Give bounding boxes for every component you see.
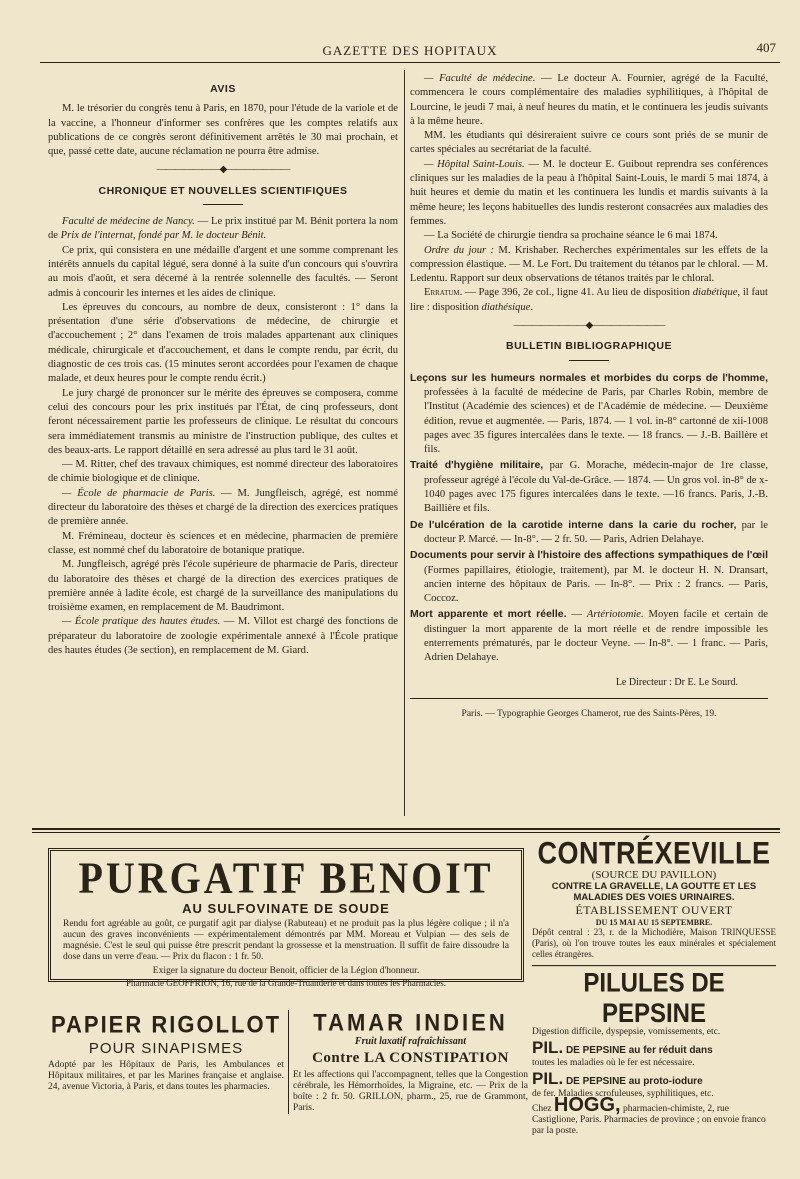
printer-line: Paris. — Typographie Georges Chamerot, rue des Saints-Pères, 19.: [410, 698, 768, 721]
ad-body: Rendu fort agréable au goût, ce purgatif agit par dialyse (Rabuteau) et ne produit pas la plus légère colique ; il n'a aucun des graves inconvénients — expérimentalement démontrés par MM. Moreau et Vulpian — des sels de magnésie. C'est le seul qui puisse être prescrit pendant la grossesse et la menstruation. Il suffit de faire dissoudre la dose dans un verre d'eau. — Prix du flacon : 1 fr. 50.: [63, 919, 509, 962]
paragraph-hautes-etudes: [48, 615, 398, 658]
biblio-item-title: Traité d'hygiène militaire,: [410, 459, 544, 472]
avis-text: M. le trésorier du congrès tenu à Paris, en 1870, pour l'étude de la variole et de la vaccine, a l'honneur d'informer ses confrères que les comptes relatifs aux publications de ce congrès seront définitivement arrêtés le 30 mai prochain, et que, passé cette date, aucune réclamation ne pourra être admise.: [48, 103, 398, 158]
ad-line: toutes les maladies où le fer est nécessaire.: [532, 1058, 695, 1068]
ad-subtitle: Fruit laxatif rafraîchissant: [354, 1036, 467, 1047]
paragraph-pharmacie: [48, 487, 398, 530]
ad-line: Digestion difficile, dyspepsie, vomissements, etc.: [532, 1027, 721, 1037]
biblio-item-italic: Artériotomie.: [586, 609, 644, 621]
paragraph-italic: diathésique: [481, 301, 531, 313]
ad-title: TAMAR INDIEN: [313, 1008, 508, 1037]
ad-title: CONTRÉXEVILLE: [537, 835, 771, 871]
ad-body: Adopté par les Hôpitaux de Paris, les Ambulances et Hôpitaux militaires, et par les Marines française et anglaise. 24, avenue Victoria, à Paris, et dans toutes les pharmacies.: [48, 1060, 284, 1092]
paragraph-italic: diabétique: [692, 287, 738, 299]
paragraph-text: M. Krishaber. Recherches expérimentales sur les effets de la compression élastique. — M. Le Fort. Du traitement du tétanos par le chloral. — M. Ledentu. Rapport sur deux observations de tétanos traités par le chloral.: [410, 244, 768, 285]
biblio-item-text: (Formes papillaires, étiologie, traitement), par M. le docteur H. N. Dransart, ancien interne des hôpitaux de Paris. — In-8°. — Prix : 2 francs. — Paris, Coccoz.: [424, 564, 768, 605]
paragraph-fremineau: M. Frémineau, docteur ès sciences et en médecine, pharmacien de première classe, est nommé chef du laboratoire de botanique pratique.: [48, 530, 398, 556]
biblio-item: [410, 518, 768, 548]
chronique-title: CHRONIQUE ET NOUVELLES SCIENTIFIQUES: [98, 184, 348, 197]
paragraph-prize: Ce prix, qui consistera en une médaille d'argent et une somme comprenant les intérêts annuels du capital légué, sera donné à la suite d'un concours qui s'ouvrira au mois d'août, et sera décerné à la rentrée solennelle des facultés. — Seront admis à concourir les internes et les aides de clinique.: [48, 244, 398, 299]
ad-pil-sub: DE PEPSINE au fer réduit dans: [563, 1045, 713, 1056]
ad-body: Dépôt central : 23, r. de la Michodière, Maison TRINQUESSE (Paris), où l'on trouve toutes les eaux minérales et spécialement celles étrangères.: [532, 927, 776, 959]
header-rule: [40, 62, 780, 63]
ad-hogg: HOGG,: [553, 1094, 621, 1116]
paragraph-text: — M. le docteur E. Guibout reprendra ses conférences cliniques sur les maladies de la peau à l'hôpital Saint-Louis, le mardi 5 mai 1874, à huit heures et demie du matin et les continuera les lundis et mardis suivants à la même heure; les leçons habituelles des lundis resteront consacrées aux maladies des femmes.: [410, 158, 769, 227]
ad-line: DU 15 MAI AU 15 SEPTEMBRE.: [595, 918, 713, 927]
page-header: [40, 38, 780, 64]
paragraph-societe: — La Société de chirurgie tiendra sa prochaine séance le 6 mai 1874.: [424, 230, 718, 242]
biblio-item-title: Mort apparente et mort réelle.: [410, 608, 567, 621]
biblio-title: BULLETIN BIBLIOGRAPHIQUE: [506, 340, 672, 353]
paragraph-lead: — Faculté de médecine.: [424, 73, 536, 84]
ad-line: de fer. Maladies scrofuleuses, syphilitiques, etc.: [532, 1089, 714, 1099]
director-line: Le Directeur : Dr E. Le Sourd.: [615, 676, 738, 688]
paragraph-lead: — École de pharmacie de Paris.: [62, 487, 216, 499]
ad-title: PILULES DE PEPSINE: [532, 965, 776, 1030]
paragraph-text: — Page 396, 2e col., ligne 41. Au lieu de disposition: [462, 287, 693, 299]
journal-title: GAZETTE DES HOPITAUX: [322, 43, 498, 58]
ad-text: Chez: [532, 1104, 554, 1114]
ad-title: PURGATIF BENOIT: [78, 852, 494, 903]
biblio-item-text: —: [566, 609, 587, 621]
ornament-divider: ———————◆———————: [156, 164, 290, 176]
ad-pil: PIL.: [532, 1069, 564, 1088]
paragraph-faculte: [410, 72, 768, 129]
paragraph-jungfleisch: M. Jungfleisch, agrégé près l'école supérieure de pharmacie de Paris, directeur du laboratoire des thèses et chargé de la direction des exercices pratiques de première année à ladite école, est chargé de la surveillance des manipulations du troisième examen, en remplacement de M. Baudrimont.: [48, 559, 398, 614]
ads-separator: [32, 828, 780, 830]
biblio-item: [410, 548, 768, 606]
ornament-divider: ————————◆————————: [513, 320, 665, 332]
ad-body: Et les affections qui l'accompagnent, telles que la Congestion cérébrale, les Hémorrhoïdes, la Migraine, etc. — Prix de la boîte : 2 fr. 50. GRILLON, pharm., 25, rue de Grammont, Paris.: [293, 1070, 528, 1113]
page-number: 407: [756, 40, 776, 55]
paragraph-text: — Le prix institué par M. Bénit portera la nom de: [48, 216, 399, 242]
biblio-item-title: Leçons sur les humeurs normales et morbides du corps de l'homme,: [410, 371, 768, 384]
ad-contre: Contre LA CONSTIPATION: [312, 1050, 509, 1066]
paragraph-ritter: — M. Ritter, chef des travaux chimiques, est nommé directeur des laboratoires de chimie biologique et de clinique.: [48, 459, 398, 485]
ad-line: [532, 1038, 776, 1058]
biblio-list: [410, 371, 768, 666]
ad-pil: PIL.: [532, 1038, 564, 1057]
paragraph-etudiants: MM. les étudiants qui désireraient suivre ce cours sont priés de se munir de cartes spéciales au secrétariat de la faculté.: [410, 130, 768, 156]
paragraph-text: — M. Jungfleisch, agrégé, est nommé directeur du laboratoire des thèses et chargé de la direction des exercices pratiques de première année.: [48, 487, 398, 528]
column-divider: [404, 70, 405, 816]
ad-papier-rigollot: [48, 1012, 284, 1093]
paragraph-erratum: [410, 286, 768, 315]
ad-line: (SOURCE DU PAVILLON): [591, 869, 717, 881]
paragraph-lead: — École pratique des hautes études.: [62, 616, 221, 628]
paragraph-ordre: [410, 244, 768, 287]
paragraph-jury: Le jury chargé de prononcer sur le mérite des épreuves se composera, comme celui des concours pour les prix institués par l'État, de cinq professeurs, dont feront nécessairement partie les professeurs de clinique. Le résultat du concours sera immédiatement transmis au ministre de l'instruction publique, des cultes et des beaux-arts. Le rapport détaillé en sera adressé au plus tard le 31 août.: [48, 387, 398, 456]
left-column: [48, 76, 398, 658]
paragraph-text: .: [530, 301, 534, 313]
biblio-item-title: Documents pour servir à l'histoire des affections sympathiques de l'œil: [410, 549, 768, 562]
ad-text: pharmacien-chimiste, 2, rue Castiglione, Paris. Pharmacies de province ; on envoie franco par la poste.: [532, 1104, 766, 1136]
ad-signature: Exiger la signature du docteur Benoit, officier de la Légion d'honneur.: [152, 966, 420, 976]
paragraph-lead: Erratum.: [424, 287, 463, 299]
biblio-item-text: par le docteur P. Marcé. — In-8°. — 2 fr. 50. — Paris, Adrien Delahaye.: [424, 519, 768, 545]
ad-subtitle: AU SULFOVINATE DE SOUDE: [182, 901, 390, 916]
ad-title: PAPIER RIGOLLOT: [50, 1010, 282, 1039]
biblio-item: [410, 458, 768, 516]
biblio-item: [410, 607, 768, 665]
short-rule: [203, 204, 243, 205]
ad-contrexeville: [532, 835, 776, 960]
paragraph-text: — Le docteur A. Fournier, agrégé de la Faculté, commencera le cours complémentaire des maladies syphilitiques, à l'hôpital de Lourcine, le jeudi 7 mai, à neuf heures du matin, et le continuera les jeudis suivants à la même heure.: [410, 73, 768, 127]
ad-pilules-pepsine: [532, 968, 776, 1137]
ad-line: CONTRE LA GRAVELLE, LA GOUTTE ET LES MALADIES DES VOIES URINAIRES.: [551, 881, 757, 903]
biblio-item: [410, 371, 768, 458]
avis-title: AVIS: [210, 83, 236, 95]
paragraph-text: , il faut lire : disposition: [410, 287, 768, 313]
paragraph-italic: Prix de l'internat, fondé par M. le docteur Bénit.: [60, 230, 267, 242]
ad-subtitle: POUR SINAPISMES: [88, 1040, 244, 1057]
right-column: [410, 72, 768, 721]
ad-line: [532, 1069, 776, 1089]
biblio-item-text: professées à la faculté de médecine de Paris, par Charles Robin, membre de l'Institut (Académie des sciences) et de l'Académie de médecine. — Deuxième édition, revue et augmentée. — Paris, 1874. — 1 vol. in-8° cartonné de xii-1008 pages avec 35 figures intercalées dans le texte. — 18 francs. — J.-B. Baillère et fils.: [424, 386, 768, 456]
biblio-item-title: De l'ulcération de la carotide interne dans la carie du rocher,: [410, 518, 737, 531]
ad-purgatif-benoit: [48, 848, 524, 988]
paragraph-lead: Faculté de médecine de Nancy.: [62, 216, 195, 228]
paragraph-text: — M. Villot est chargé des fonctions de préparateur du laboratoire de zoologie expérimentale annexé à l'École pratique des hautes études (3e section), en remplacement de M. Giard.: [48, 616, 398, 656]
paragraph-lead: Ordre du jour :: [424, 244, 495, 256]
biblio-item-text: par G. Morache, médecin-major de 1re classe, professeur agrégé à l'école du Val-de-Grâce. — 1874. — Un gros vol. in-8° de x-1040 pages avec 175 figures intercalées dans le texte. —16 francs. Paris, J.-B. Baillière et fils.: [424, 460, 768, 515]
short-rule: [569, 360, 609, 361]
ad-pharmacy: Pharmacie GEOFFRION, 16, rue de la Grande-Truanderie et dans toutes les Pharmacies.: [125, 978, 447, 988]
paragraph-exams: Les épreuves du concours, au nombre de deux, consisteront : 1° dans la présentation d'une série d'observations de médecine, de chirurgie et d'accouchement ; 2° dans l'examen de trois malades appartenant aux cliniques médicale, chirurgicale et d'accouchement, et dans le compte rendu, par écrit, du diagnostic de ces trois cas. (15 minutes seront accordées pour l'examen de chaque malade, et deux heures pour le compte rendu écrit.): [48, 301, 398, 385]
ad-tamar-indien: [288, 1010, 528, 1114]
paragraph-saint-louis: [410, 158, 768, 229]
ad-line: ÉTABLISSEMENT OUVERT: [575, 903, 733, 917]
paragraph-nancy: [48, 215, 398, 244]
paragraph-lead: — Hôpital Saint-Louis.: [424, 158, 525, 170]
biblio-item-text: Moyen facile et certain de distinguer la mort apparente de la mort réelle et de rendre impossible les enterrements prématurés, par le docteur Veyne. — In-8°. — 1 franc. — Paris, Adrien Delahaye.: [424, 609, 769, 664]
ads-separator-thin: [32, 832, 780, 833]
ad-pil-sub: DE PEPSINE au proto-iodure: [563, 1076, 703, 1087]
